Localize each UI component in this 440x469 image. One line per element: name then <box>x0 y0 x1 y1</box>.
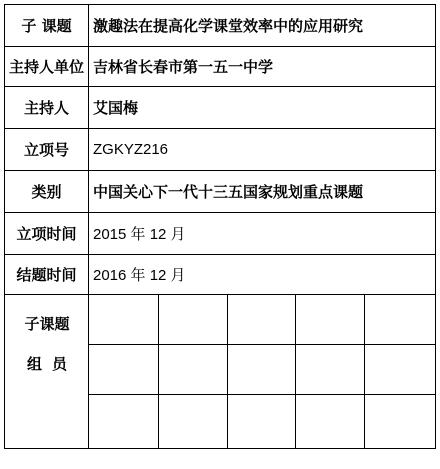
member-cell <box>89 395 159 448</box>
completion-date-label: 结题时间 <box>5 255 89 294</box>
approval-date-label: 立项时间 <box>5 213 89 254</box>
members-grid <box>89 295 435 448</box>
member-cell <box>365 345 435 395</box>
row-host-unit <box>5 47 435 87</box>
row-approval-date <box>5 213 435 255</box>
member-cell <box>296 395 365 448</box>
member-cell <box>228 395 296 448</box>
members-label-line2: 组员 <box>26 355 77 373</box>
members-label-cell <box>5 295 89 448</box>
host-unit-value: 吉林省长春市第一五一中学 <box>93 58 274 76</box>
row-completion-date <box>5 255 435 295</box>
host-unit-label: 主持人单位 <box>5 47 89 86</box>
member-cell <box>159 345 228 395</box>
subtopic-label: 子 课题 <box>5 5 89 46</box>
member-cell <box>89 345 159 395</box>
row-subtopic <box>5 5 435 47</box>
member-cell <box>296 295 365 345</box>
member-cell <box>365 295 435 345</box>
member-cell <box>228 295 296 345</box>
subtopic-value: 激趣法在提高化学课堂效率中的应用研究 <box>93 17 364 35</box>
member-cell <box>365 395 435 448</box>
member-cell <box>159 395 228 448</box>
host-label: 主持人 <box>5 87 89 128</box>
row-host <box>5 87 435 129</box>
approval-date-value: 2015 年 12 月 <box>93 226 186 243</box>
row-project-number <box>5 129 435 171</box>
host-value: 艾国梅 <box>93 99 139 117</box>
member-cell <box>159 295 228 345</box>
members-label-line1: 子课题 <box>24 315 70 333</box>
project-number-value: ZGKYZ216 <box>93 141 169 158</box>
project-info-table <box>4 4 436 449</box>
project-number-label: 立项号 <box>5 129 89 170</box>
row-category <box>5 171 435 213</box>
category-label: 类别 <box>5 171 89 212</box>
completion-date-value: 2016 年 12 月 <box>93 267 186 284</box>
member-cell <box>89 295 159 345</box>
member-cell <box>296 345 365 395</box>
members-section <box>5 295 435 448</box>
category-value: 中国关心下一代十三五国家规划重点课题 <box>93 183 364 201</box>
member-cell <box>228 345 296 395</box>
